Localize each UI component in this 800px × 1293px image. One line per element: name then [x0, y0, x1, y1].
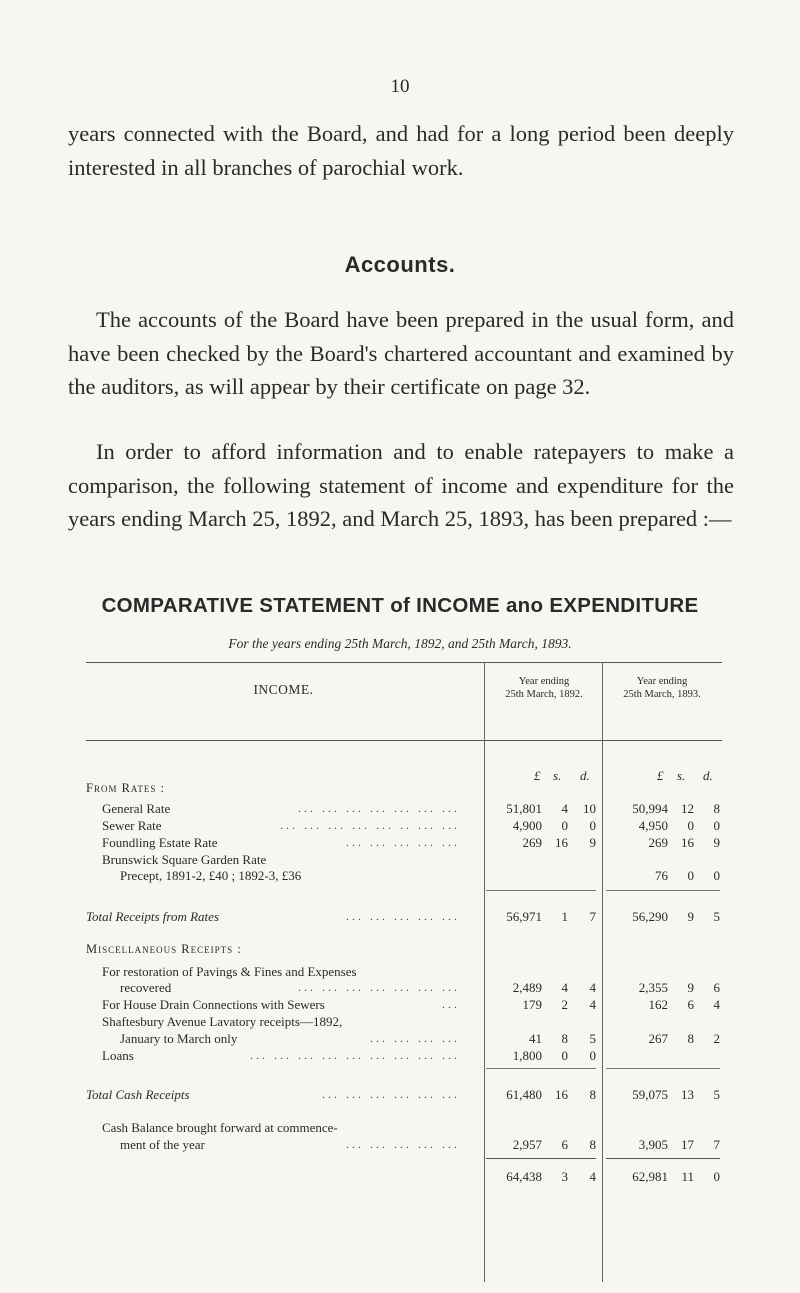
total-rates-1893-pence: 5	[713, 909, 720, 924]
leader-dots: ... ... ... ... ... ... ...	[298, 980, 460, 994]
total-cash-1893-shillings: 13	[681, 1087, 694, 1102]
cash-balance-1893-shillings: 17	[681, 1137, 694, 1152]
house-drain-1893-shillings: 6	[687, 997, 694, 1012]
shaftesbury-1893-pounds: 267	[648, 1031, 668, 1046]
loans-1892-pounds: 1,800	[512, 1048, 542, 1063]
total-rates-1892-pounds: 56,971	[506, 909, 542, 924]
total-rates-1892-pence: 7	[589, 909, 596, 924]
restoration-1892-shillings: 4	[561, 980, 568, 995]
subtotal-rule	[606, 1068, 720, 1069]
page-number: 10	[390, 76, 410, 97]
leader-dots: ... ... ... ... ... .. ... ...	[280, 818, 460, 832]
intro-paragraph: years connected with the Board, and had for a long period been deeply interested in all branches of parochial work.	[68, 121, 734, 180]
restoration-label-line2: recovered	[120, 980, 172, 995]
leader-dots: ... ... ... ... ...	[346, 835, 460, 849]
comparison-paragraph: In order to afford information and to enable ratepayers to make a comparison, the following statement of income and expenditure for the years ending March 25, 1892, and March 25, 1893, has been prepared :—	[68, 439, 734, 531]
house-drain-1892-pounds: 179	[522, 997, 542, 1012]
foundling-rate-1893-shillings: 16	[681, 835, 694, 850]
restoration-1893-pence: 6	[713, 980, 720, 995]
brunswick-rate-1893-pence: 0	[713, 868, 720, 883]
general-rate-1893-shillings: 12	[681, 801, 694, 816]
sewer-rate-1893-pence: 0	[713, 818, 720, 833]
table-header-rule	[86, 740, 722, 741]
income-header: INCOME.	[253, 682, 314, 697]
col2-header	[602, 675, 722, 701]
restoration-1893-shillings: 9	[687, 980, 694, 995]
table-top-rule	[86, 662, 722, 663]
total-cash-1893-pounds: 59,075	[632, 1087, 668, 1102]
brunswick-rate-1893-shillings: 0	[687, 868, 694, 883]
shaftesbury-1892-pounds: 41	[529, 1031, 542, 1046]
cash-balance-1892-pence: 8	[589, 1137, 596, 1152]
house-drain-1893-pounds: 162	[648, 997, 668, 1012]
cash-balance-1893-pence: 7	[713, 1137, 720, 1152]
col1-header	[484, 675, 604, 701]
general-rate-1892-shillings: 4	[561, 801, 568, 816]
cash-balance-1892-pounds: 2,957	[512, 1137, 542, 1152]
total-cash-1892-shillings: 16	[555, 1087, 568, 1102]
sewer-rate-1893-pounds: 4,950	[638, 818, 668, 833]
shaftesbury-label-line1: Shaftesbury Avenue Lavatory receipts—1892,	[102, 1014, 343, 1029]
foundling-rate-1892-pence: 9	[589, 835, 596, 850]
grand-total-1893-shillings: 11	[681, 1169, 694, 1184]
col2-unit-pound: £	[657, 768, 664, 783]
grand-total-rule	[486, 1158, 596, 1159]
brunswick-rate-label-line1: Brunswick Square Garden Rate	[102, 852, 267, 867]
total-rates-1893-shillings: 9	[687, 909, 694, 924]
cash-balance-label-line2: ment of the year	[120, 1137, 205, 1152]
sewer-rate-1893-shillings: 0	[687, 818, 694, 833]
shaftesbury-1893-shillings: 8	[687, 1031, 694, 1046]
total-cash-1893-pence: 5	[713, 1087, 720, 1102]
sewer-rate-1892-pence: 0	[589, 818, 596, 833]
col2-unit-shilling: s.	[677, 768, 686, 783]
col1-header-line1: Year ending	[518, 676, 570, 687]
foundling-rate-1892-shillings: 16	[555, 835, 568, 850]
grand-total-1892-shillings: 3	[561, 1169, 568, 1184]
col2-unit-pence: d.	[703, 768, 713, 783]
section-from-rates: From Rates :	[86, 781, 166, 795]
grand-total-1893-pounds: 62,981	[632, 1169, 668, 1184]
statement-title: COMPARATIVE STATEMENT of INCOME ano EXPENDITURE	[101, 594, 699, 617]
foundling-rate-1893-pounds: 269	[648, 835, 668, 850]
total-cash-label: Total Cash Receipts	[86, 1087, 190, 1102]
sewer-rate-1892-shillings: 0	[561, 818, 568, 833]
loans-1892-pence: 0	[589, 1048, 596, 1063]
shaftesbury-label-line2: January to March only	[120, 1031, 238, 1046]
column-divider-2	[602, 662, 603, 1282]
grand-total-1892-pounds: 64,438	[506, 1169, 542, 1184]
leader-dots: ... ... ... ...	[370, 1031, 460, 1045]
section-miscellaneous: Miscellaneous Receipts :	[86, 942, 242, 956]
col1-header-line2: 25th March, 1892.	[505, 689, 583, 700]
col2-header-line1: Year ending	[636, 676, 688, 687]
loans-label: Loans	[102, 1048, 134, 1063]
shaftesbury-1893-pence: 2	[713, 1031, 720, 1046]
leader-dots: ... ... ... ... ... ...	[322, 1087, 460, 1101]
subtotal-rule	[486, 890, 596, 891]
total-rates-1893-pounds: 56,290	[632, 909, 668, 924]
col1-unit-pound: £	[534, 768, 541, 783]
foundling-rate-label: Foundling Estate Rate	[102, 835, 218, 850]
grand-total-1892-pence: 4	[589, 1169, 596, 1184]
leader-dots: ... ... ... ... ... ... ... ... ...	[250, 1048, 460, 1062]
shaftesbury-1892-pence: 5	[589, 1031, 596, 1046]
accounts-heading: Accounts.	[344, 252, 456, 277]
leader-dots: ... ... ... ... ...	[346, 1137, 460, 1151]
house-drain-1893-pence: 4	[713, 997, 720, 1012]
shaftesbury-1892-shillings: 8	[561, 1031, 568, 1046]
sewer-rate-1892-pounds: 4,900	[512, 818, 542, 833]
col2-header-line2: 25th March, 1893.	[623, 689, 701, 700]
brunswick-rate-label-line2: Precept, 1891-2, £40 ; 1892-3, £36	[120, 868, 302, 883]
total-cash-1892-pence: 8	[589, 1087, 596, 1102]
brunswick-rate-1893-pounds: 76	[655, 868, 668, 883]
accounts-paragraph: The accounts of the Board have been prepared in the usual form, and have been checked by the Board's chartered accountant and examined by the auditors, as will appear by their certificate on page 32.	[68, 307, 734, 399]
leader-dots: ... ... ... ... ...	[346, 909, 460, 923]
leader-dots: ...	[442, 997, 460, 1011]
general-rate-1893-pence: 8	[713, 801, 720, 816]
cash-balance-1893-pounds: 3,905	[638, 1137, 668, 1152]
col1-unit-pence: d.	[580, 768, 590, 783]
general-rate-1893-pounds: 50,994	[632, 801, 668, 816]
house-drain-1892-pence: 4	[589, 997, 596, 1012]
subtotal-rule	[486, 1068, 596, 1069]
leader-dots: ... ... ... ... ... ... ...	[298, 801, 460, 815]
restoration-1892-pounds: 2,489	[512, 980, 542, 995]
general-rate-label: General Rate	[102, 801, 171, 816]
general-rate-1892-pounds: 51,801	[506, 801, 542, 816]
grand-total-1893-pence: 0	[713, 1169, 720, 1184]
general-rate-1892-pence: 10	[583, 801, 596, 816]
total-cash-1892-pounds: 61,480	[506, 1087, 542, 1102]
total-rates-1892-shillings: 1	[561, 909, 568, 924]
statement-subtitle: For the years ending 25th March, 1892, and 25th March, 1893.	[228, 636, 572, 651]
cash-balance-1892-shillings: 6	[561, 1137, 568, 1152]
restoration-1892-pence: 4	[589, 980, 596, 995]
sewer-rate-label: Sewer Rate	[102, 818, 162, 833]
house-drain-1892-shillings: 2	[561, 997, 568, 1012]
column-divider-1	[484, 662, 485, 1282]
col1-unit-shilling: s.	[553, 768, 562, 783]
foundling-rate-1893-pence: 9	[713, 835, 720, 850]
house-drain-label: For House Drain Connections with Sewers	[102, 997, 325, 1012]
foundling-rate-1892-pounds: 269	[522, 835, 542, 850]
subtotal-rule	[606, 890, 720, 891]
total-rates-label: Total Receipts from Rates	[86, 909, 220, 924]
restoration-1893-pounds: 2,355	[638, 980, 668, 995]
grand-total-rule	[606, 1158, 720, 1159]
cash-balance-label-line1: Cash Balance brought forward at commence-	[102, 1120, 338, 1135]
restoration-label-line1: For restoration of Pavings & Fines and Expenses	[102, 964, 357, 979]
loans-1892-shillings: 0	[561, 1048, 568, 1063]
